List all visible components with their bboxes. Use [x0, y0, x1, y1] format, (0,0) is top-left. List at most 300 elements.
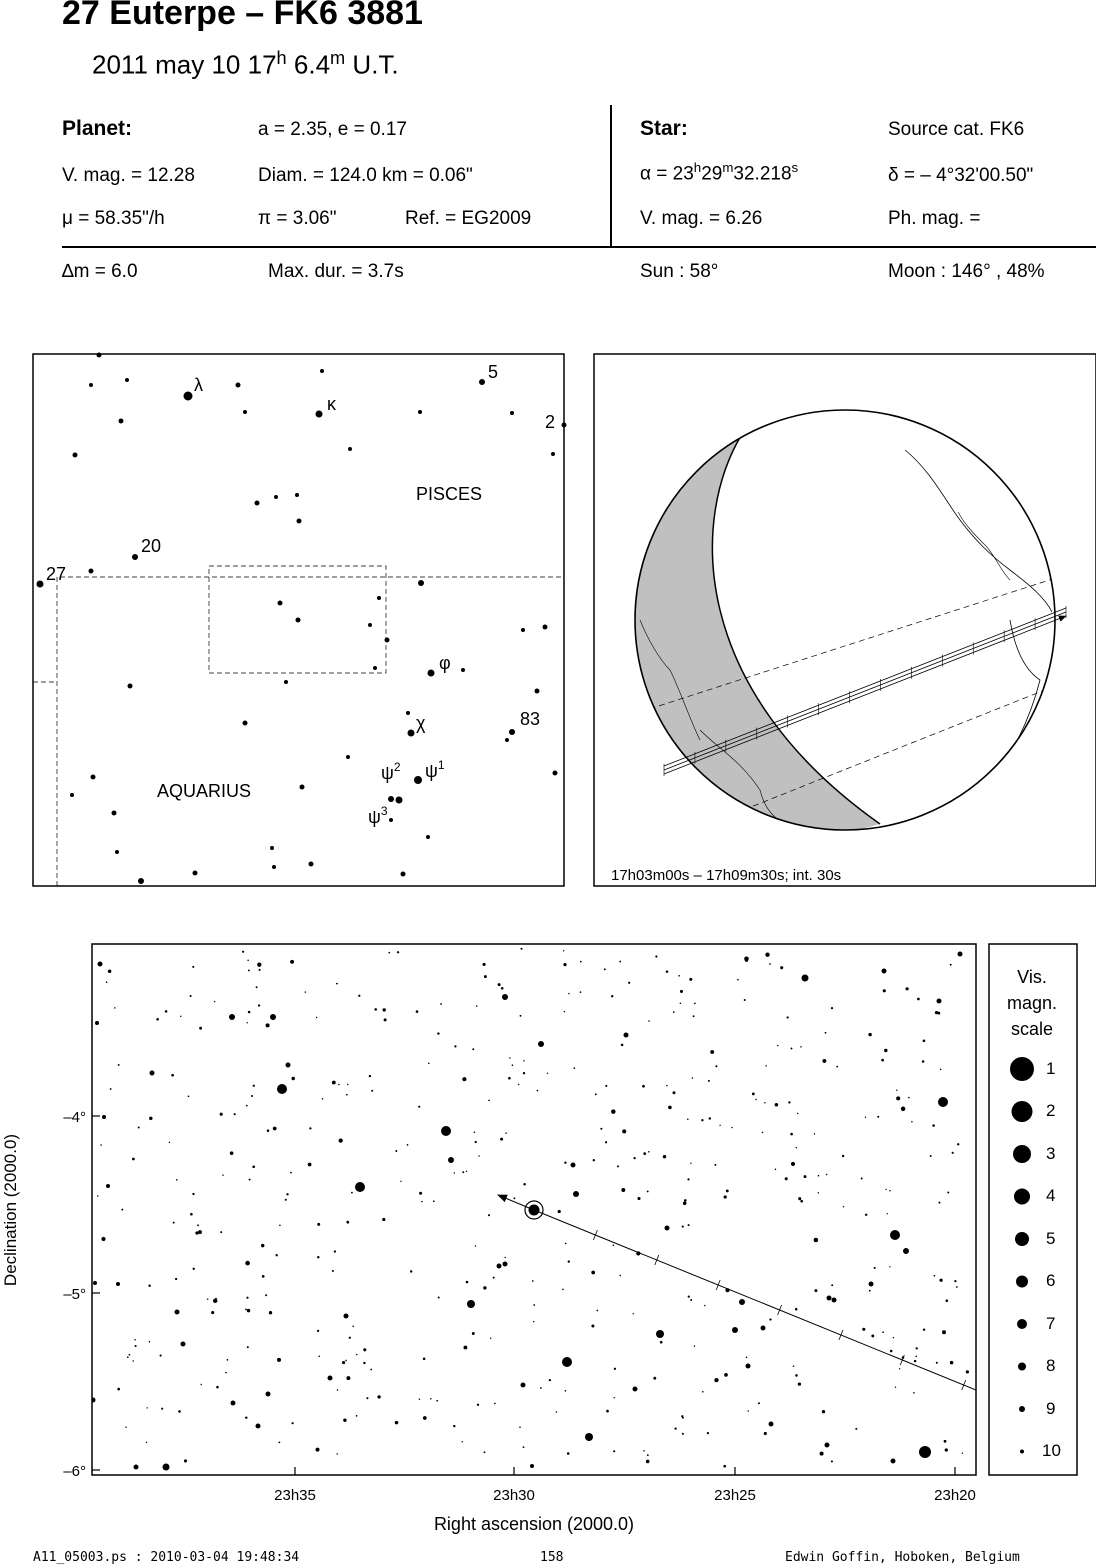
constellation-pisces: PISCES [416, 484, 483, 504]
chart-field-star [484, 975, 487, 978]
chart-field-star [950, 964, 952, 966]
chart-field-star [286, 1193, 288, 1195]
chart-field-star [466, 1171, 467, 1172]
chart-field-star [161, 1408, 163, 1410]
coastline-north-america [905, 450, 1052, 612]
finder-star [406, 711, 410, 715]
chart-star [827, 1296, 832, 1301]
chart-field-star [786, 1016, 788, 1018]
scale-label-3: 3 [1046, 1144, 1056, 1163]
star-label-lambda: λ [194, 375, 203, 395]
chart-field-star [509, 1057, 510, 1058]
finder-star [89, 569, 94, 574]
chart-field-star [437, 1032, 439, 1034]
scale-dot-9 [1019, 1406, 1025, 1412]
chart-star [562, 1357, 572, 1367]
chart-field-star [643, 1152, 646, 1155]
chart-field-star [683, 1202, 687, 1206]
chart-field-star [346, 1094, 348, 1096]
chart-field-star [207, 1298, 208, 1299]
chart-field-star [680, 990, 683, 993]
chart-field-star [225, 1372, 227, 1374]
scale-label-10: 10 [1042, 1441, 1061, 1460]
chart-field-star [795, 1374, 798, 1377]
chart-field-star [397, 951, 399, 953]
chart-field-star [273, 1127, 277, 1131]
finder-star [320, 369, 324, 373]
chart-field-star [134, 1339, 136, 1341]
chart-star [277, 1084, 287, 1094]
chart-field-star [831, 1284, 833, 1286]
chart-star [882, 969, 887, 974]
chart-field-star [865, 1117, 866, 1118]
chart-field-star [129, 1354, 131, 1356]
chart-field-star [637, 1197, 640, 1200]
chart-field-star [347, 1084, 348, 1085]
chart-field-star [252, 1165, 255, 1168]
chart-field-star [453, 1425, 455, 1427]
chart-field-star [605, 1085, 607, 1087]
scale-dot-7 [1017, 1319, 1027, 1329]
chart-field-star [246, 1022, 247, 1023]
chart-star [355, 1182, 365, 1192]
chart-star [761, 1326, 766, 1331]
chart-field-star [117, 1388, 120, 1391]
chart-field-star [423, 1358, 426, 1361]
chart-field-star [887, 1213, 888, 1214]
chart-field-star [421, 1201, 422, 1202]
chart-star [93, 1281, 97, 1285]
chart-field-star [785, 1177, 788, 1180]
chart-field-star [477, 1404, 479, 1406]
chart-field-star [530, 1464, 534, 1468]
chart-field-star [246, 1297, 248, 1299]
chart-field-star [253, 1085, 255, 1087]
chart-field-star [946, 1299, 949, 1302]
chart-star [502, 994, 508, 1000]
chart-field-star [175, 1278, 177, 1280]
chart-field-star [478, 1155, 479, 1156]
chart-field-star [279, 1225, 281, 1227]
chart-field-star [363, 1362, 365, 1364]
finder-star [272, 865, 276, 869]
chart-field-star [533, 1304, 535, 1306]
chart-field-star [795, 1308, 798, 1311]
planet-diam: Diam. = 124.0 km = 0.06" [258, 165, 473, 186]
chart-field-star [338, 1084, 339, 1085]
chart-field-star [488, 1100, 490, 1102]
chart-field-star [796, 1147, 797, 1148]
y-axis-label: Declination (2000.0) [1, 1133, 20, 1287]
chart-star [521, 1383, 526, 1388]
chart-field-star [256, 986, 258, 988]
chart-star [769, 1422, 774, 1427]
chart-field-star [410, 1270, 412, 1272]
chart-field-star [899, 1368, 900, 1369]
finder-star [346, 755, 350, 759]
chart-field-star [825, 1032, 827, 1034]
finder-star [125, 378, 129, 382]
star-label-5: 5 [488, 362, 499, 382]
chart-field-star [769, 963, 771, 965]
chart-field-star [800, 1046, 801, 1047]
finder-star [562, 423, 567, 428]
chart-field-star [500, 1138, 503, 1141]
chart-field-star [688, 1295, 690, 1297]
chart-field-star [407, 1144, 409, 1146]
finder-star [426, 835, 430, 839]
finder-star [316, 411, 323, 418]
chart-field-star [336, 983, 338, 985]
chart-star [231, 1401, 236, 1406]
chart-field-star [505, 1132, 507, 1134]
scale-label-7: 7 [1046, 1314, 1056, 1333]
chart-field-star [358, 995, 360, 997]
scale-label-8: 8 [1046, 1356, 1056, 1375]
chart-field-star [814, 1133, 815, 1134]
chart-field-star [755, 1099, 756, 1100]
chart-star [503, 1262, 508, 1267]
chart-field-star [290, 1172, 292, 1174]
finder-star [368, 623, 372, 627]
chart-field-star [199, 1027, 202, 1030]
chart-field-star [915, 1356, 917, 1358]
chart-field-star [573, 1067, 575, 1069]
chart-field-star [752, 1093, 755, 1096]
chart-field-star [346, 1376, 350, 1380]
chart-field-star [633, 1157, 635, 1159]
chart-field-star [508, 1077, 511, 1080]
chart-field-star [262, 1275, 265, 1278]
chart-star [150, 1071, 155, 1076]
chart-field-star [351, 1192, 353, 1194]
finder-star [543, 625, 548, 630]
chart-field-star [737, 979, 739, 981]
star-label-psi1: $\psi^1$ [425, 758, 445, 781]
night-side [600, 400, 880, 900]
chart-field-star [246, 1105, 248, 1107]
chart-field-star [317, 1223, 320, 1226]
chart-field-star [843, 1206, 844, 1207]
chart-field-star [114, 1007, 116, 1009]
chart-field-star [831, 1007, 833, 1009]
chart-field-star [176, 1179, 178, 1181]
star-label-20: 20 [141, 536, 162, 556]
chart-field-star [533, 1321, 534, 1322]
scale-label-4: 4 [1046, 1186, 1056, 1205]
chart-field-star [384, 1018, 387, 1021]
finder-star [295, 493, 299, 497]
star-label: Star: [640, 117, 688, 140]
chart-field-star [248, 1011, 251, 1014]
chart-field-star [791, 1162, 795, 1166]
chart-field-star [118, 1064, 120, 1066]
chart-field-star [619, 961, 621, 963]
chart-star [938, 1097, 948, 1107]
chart-field-star [957, 1143, 959, 1145]
chart-field-star [614, 1397, 615, 1398]
coastline-south-america [952, 620, 1040, 818]
chart-field-star [352, 1326, 354, 1328]
chart-field-star [395, 1421, 399, 1425]
chart-field-star [889, 1266, 890, 1267]
chart-field-star [822, 1410, 825, 1413]
chart-field-star [648, 1151, 650, 1153]
finder-star [418, 410, 422, 414]
chart-star [624, 1033, 629, 1038]
chart-field-star [800, 1200, 803, 1203]
chart-field-star [692, 1077, 694, 1079]
chart-field-star [132, 1158, 135, 1161]
chart-star [134, 1465, 139, 1470]
chart-field-star [135, 1345, 137, 1347]
chart-star [270, 1014, 276, 1020]
chart-field-star [690, 1299, 692, 1301]
chart-field-star [110, 1088, 112, 1090]
finder-star [138, 878, 144, 884]
chart-field-star [245, 1416, 247, 1418]
chart-field-star [101, 1237, 105, 1241]
finder-star [37, 581, 44, 588]
finder-star [373, 666, 377, 670]
chart-field-star [192, 966, 194, 968]
finder-star [89, 383, 93, 387]
chart-star [181, 1342, 186, 1347]
planet-vmag: V. mag. = 12.28 [62, 165, 195, 186]
star-label-83: 83 [520, 709, 541, 729]
chart-field-star [874, 1267, 876, 1269]
finder-stars [37, 353, 567, 885]
finder-star [521, 628, 525, 632]
chart-field-star [222, 1174, 223, 1175]
coastline-mexico [958, 512, 1010, 580]
ytick-label-6: –6° [63, 1463, 86, 1480]
chart-field-star [611, 1109, 616, 1114]
finder-star [408, 730, 415, 737]
chart-field-star [674, 1427, 676, 1429]
chart-field-star [942, 1330, 946, 1334]
detail-chart [1, 944, 976, 1534]
chart-field-star [121, 1209, 123, 1211]
chart-field-star [558, 1210, 561, 1213]
chart-field-star [308, 1163, 312, 1167]
chart-field-star [230, 1151, 234, 1155]
finder-star [119, 419, 124, 424]
chart-field-star [655, 955, 657, 957]
chart-field-star [563, 963, 566, 966]
chart-field-star [564, 1011, 565, 1012]
chart-field-star [944, 1440, 947, 1443]
finder-star [418, 580, 424, 586]
x-axis-label: Right ascension (2000.0) [433, 1514, 635, 1534]
chart-field-star [363, 1348, 366, 1351]
chart-field-star [418, 1106, 420, 1108]
chart-field-star [591, 1325, 594, 1328]
scale-dot-1 [1010, 1057, 1034, 1081]
finder-star [348, 447, 352, 451]
chart-field-star [433, 1200, 435, 1202]
finder-star [461, 668, 465, 672]
chart-field-star [814, 1238, 819, 1243]
chart-field-star [349, 1337, 351, 1339]
chart-field-star [936, 1362, 938, 1364]
chart-field-star [684, 1199, 687, 1202]
chart-field-star [702, 1391, 704, 1393]
chart-field-star [643, 1450, 645, 1452]
chart-field-star [165, 1010, 168, 1013]
chart-field-star [472, 1048, 474, 1050]
chart-field-star [342, 1361, 345, 1364]
chart-field-star [764, 1102, 766, 1104]
finder-star [193, 871, 198, 876]
sun-elongation: Sun : 58° [640, 261, 719, 282]
chart-field-star [591, 1271, 595, 1275]
chart-star [256, 1424, 261, 1429]
chart-field-star [242, 951, 244, 953]
finder-star [278, 601, 283, 606]
chart-field-star [871, 1334, 874, 1337]
chart-field-star [869, 1290, 871, 1292]
chart-field-star [259, 969, 261, 971]
chart-field-star [504, 1257, 505, 1258]
chart-field-star [476, 1005, 477, 1006]
constellation-aquarius: AQUARIUS [157, 781, 252, 801]
ytick-label-4: –4° [63, 1109, 86, 1126]
star-label-phi: φ [439, 653, 451, 673]
constellation-boundary [57, 577, 564, 886]
chart-field-star [438, 1296, 440, 1298]
chart-field-star [197, 1224, 199, 1226]
chart-field-star [339, 1138, 343, 1142]
chart-field-star [388, 952, 390, 954]
chart-field-star [688, 1224, 690, 1226]
chart-field-star [905, 987, 908, 990]
chart-field-star [765, 953, 769, 957]
chart-field-star [436, 1400, 438, 1402]
chart-star [286, 1063, 291, 1068]
chart-field-star [395, 1150, 397, 1152]
target-star [529, 1205, 540, 1216]
chart-field-star [125, 1427, 126, 1428]
chart-star [832, 1298, 837, 1303]
chart-field-star [475, 1245, 476, 1246]
chart-star [825, 1443, 830, 1448]
chart-field-star [563, 950, 564, 951]
chart-field-star [793, 1365, 795, 1367]
chart-field-star [472, 1332, 475, 1335]
chart-field-star [247, 1346, 249, 1348]
chart-field-star [316, 1448, 320, 1452]
chart-field-star [945, 1448, 948, 1451]
chart-field-star [149, 1341, 151, 1343]
chart-field-star [693, 1015, 695, 1017]
chart-field-star [836, 1066, 838, 1068]
chart-field-star [947, 1191, 949, 1193]
chart-field-star [247, 1309, 250, 1312]
scale-title-3: scale [1010, 1019, 1054, 1039]
chart-field-star [346, 1221, 349, 1224]
scale-dot-6 [1016, 1276, 1028, 1288]
finder-star [385, 638, 390, 643]
chart-field-star [923, 1329, 925, 1331]
chart-field-star [199, 1231, 201, 1233]
chart-field-star [668, 1106, 672, 1110]
chart-field-star [493, 1277, 495, 1279]
chart-field-star [549, 1379, 551, 1381]
chart-field-star [952, 1152, 954, 1154]
chart-field-star [171, 1074, 174, 1077]
chart-field-star [190, 1213, 193, 1216]
planet-mu: μ = 58.35"/h [62, 208, 165, 229]
chart-field-star [704, 1305, 706, 1307]
chart-field-star [483, 963, 486, 966]
chart-field-star [694, 1345, 695, 1346]
chart-field-star [251, 1095, 253, 1097]
chart-star [573, 1191, 579, 1197]
chart-field-star [769, 1318, 771, 1320]
xtick-label-2330: 23h30 [493, 1487, 535, 1504]
chart-field-star [724, 1195, 727, 1198]
chart-field-star [106, 981, 108, 983]
chart-field-star [200, 1384, 201, 1385]
chart-field-star [416, 1010, 419, 1013]
track-tick [593, 1230, 597, 1240]
chart-field-star [580, 991, 582, 993]
chart-field-star [954, 1280, 956, 1282]
ytick-label-5: –5° [63, 1286, 86, 1303]
finder-star [73, 453, 78, 458]
chart-field-star [723, 1465, 726, 1468]
chart-field-star [371, 1090, 373, 1092]
chart-field-star [822, 1059, 826, 1063]
finder-star [553, 771, 558, 776]
chart-field-star [861, 1178, 863, 1180]
chart-field-star [523, 1060, 524, 1061]
chart-field-star [600, 1128, 602, 1130]
chart-field-star [673, 1091, 676, 1094]
footer-page: 158 [540, 1550, 564, 1565]
chart-field-star [169, 1142, 170, 1143]
chart-field-star [276, 1254, 278, 1256]
chart-field-star [765, 1065, 766, 1066]
chart-field-star [889, 1190, 890, 1191]
chart-field-star [462, 1077, 466, 1081]
star-delta: δ = – 4°32'00.50" [888, 165, 1034, 186]
chart-field-star [648, 1020, 650, 1022]
chart-field-star [690, 1163, 691, 1164]
chart-field-star [893, 1337, 894, 1338]
page-title: 27 Euterpe – FK6 3881 [62, 0, 423, 32]
chart-field-star [316, 1017, 317, 1018]
chart-field-star [494, 1403, 496, 1405]
chart-field-star [689, 978, 692, 981]
chart-star [497, 1264, 502, 1269]
chart-star [344, 1314, 349, 1319]
chart-field-star [474, 1131, 476, 1133]
chart-field-star [216, 1386, 219, 1389]
finder-star [388, 796, 394, 802]
chart-field-star [356, 1415, 358, 1417]
chart-star [266, 1392, 271, 1397]
chart-field-star [714, 1164, 716, 1166]
chart-field-star [319, 1356, 321, 1358]
chart-field-star [682, 1226, 684, 1228]
chart-field-star [580, 961, 582, 963]
chart-field-star [211, 1311, 214, 1314]
star-source: Source cat. FK6 [888, 119, 1025, 140]
chart-field-star [663, 1155, 666, 1158]
chart-field-star [488, 1214, 490, 1216]
